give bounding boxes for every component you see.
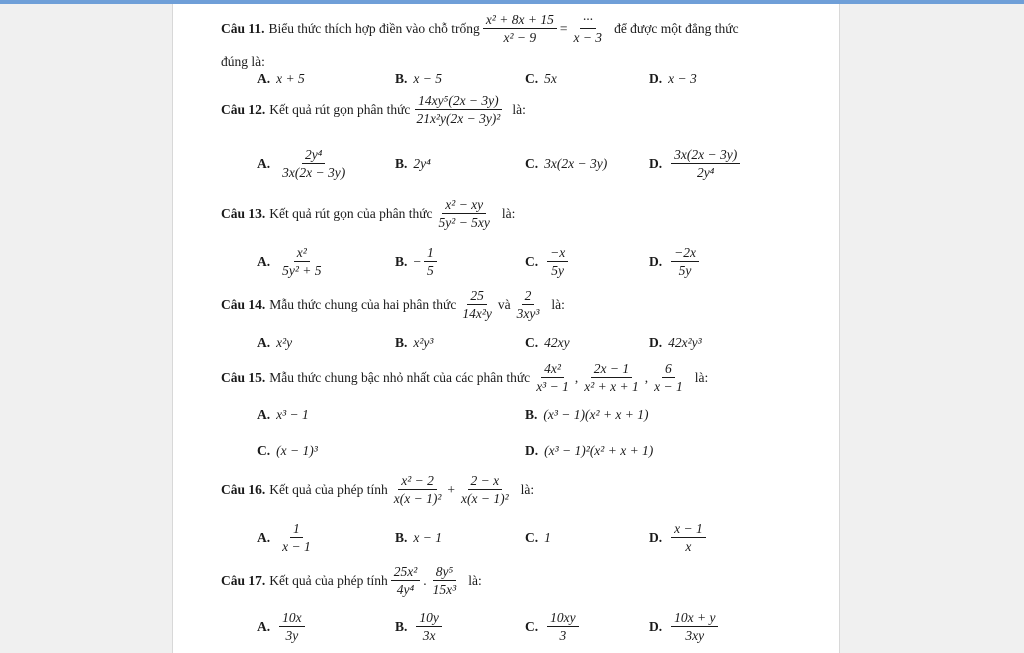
denominator: x − 1 xyxy=(282,539,311,554)
separator: , xyxy=(574,369,579,385)
option-fraction xyxy=(279,521,314,554)
denominator: 3x xyxy=(422,628,436,643)
question-stem: Kết quả của phép tính xyxy=(269,572,388,588)
question-stem: Kết quả rút gọn phân thức xyxy=(269,101,411,117)
option-c xyxy=(525,335,570,351)
question-stem: Mẫu thức chung của hai phân thức xyxy=(269,296,457,312)
denominator: x − 1 xyxy=(654,379,683,394)
option-text: x²y³ xyxy=(413,335,434,350)
option-letter: B. xyxy=(395,71,408,86)
numerator: 10x xyxy=(279,610,305,627)
numerator: 10y xyxy=(416,610,442,627)
option-letter: C. xyxy=(257,443,271,458)
fraction-rhs xyxy=(570,12,605,45)
question-tail: để được một đẳng thức xyxy=(614,20,739,36)
option-c xyxy=(257,443,318,459)
question-tail: là: xyxy=(512,101,526,117)
question-tail: là: xyxy=(694,369,709,385)
denominator: x xyxy=(685,539,692,554)
denominator: 5y xyxy=(551,263,565,278)
denominator: 3xy³ xyxy=(516,306,540,321)
minus-sign: − xyxy=(413,253,422,269)
option-a xyxy=(257,335,292,351)
numerator: 14xy⁵(2x − 3y) xyxy=(415,93,502,110)
option-d xyxy=(649,71,697,87)
option-letter: D. xyxy=(649,155,663,171)
option-letter: B. xyxy=(395,618,408,634)
option-text: 3x(2x − 3y) xyxy=(544,156,608,171)
option-letter: A. xyxy=(257,71,271,86)
option-fraction xyxy=(424,245,437,278)
option-text: x²y xyxy=(276,335,293,350)
option-b xyxy=(395,530,442,546)
question-11 xyxy=(221,12,739,45)
question-stem: Mẫu thức chung bậc nhỏ nhất của các phân thức xyxy=(269,369,531,385)
denominator: 3xy xyxy=(685,628,705,643)
option-letter: D. xyxy=(649,71,663,86)
option-d xyxy=(649,245,702,278)
question-14 xyxy=(221,288,565,321)
denominator: x² + x + 1 xyxy=(584,379,639,394)
denominator: x − 3 xyxy=(573,30,603,45)
option-c xyxy=(525,245,571,278)
numerator: 4x² xyxy=(541,361,564,378)
option-letter: B. xyxy=(395,530,408,545)
option-letter: C. xyxy=(525,530,539,545)
option-letter: B. xyxy=(395,335,408,350)
denominator: x² − 9 xyxy=(503,30,537,45)
option-letter: D. xyxy=(649,529,663,545)
option-b xyxy=(395,245,440,278)
fraction-lhs xyxy=(483,12,557,45)
option-text: (x − 1)³ xyxy=(276,443,318,458)
option-letter: A. xyxy=(257,253,271,269)
question-12 xyxy=(221,93,526,126)
option-fraction xyxy=(671,147,740,180)
option-b xyxy=(395,610,445,643)
fraction-3 xyxy=(651,361,686,394)
fraction-1 xyxy=(533,361,572,394)
numerator: 10xy xyxy=(547,610,578,627)
option-c xyxy=(525,156,607,172)
numerator: 3x(2x − 3y) xyxy=(671,147,740,164)
option-letter: A. xyxy=(257,407,271,422)
numerator: x² − xy xyxy=(442,197,486,214)
option-d xyxy=(649,147,743,180)
option-c xyxy=(525,71,557,87)
option-text: 5x xyxy=(544,71,557,86)
question-label: Câu 11. xyxy=(221,20,265,36)
option-c xyxy=(525,530,551,546)
fraction-2 xyxy=(514,288,543,321)
option-text: 42x²y³ xyxy=(668,335,702,350)
fraction xyxy=(413,93,503,126)
option-text: x − 5 xyxy=(413,71,442,86)
numerator: 1 xyxy=(424,245,437,262)
fraction xyxy=(436,197,493,230)
option-text: (x³ − 1)²(x² + x + 1) xyxy=(544,443,654,458)
separator: , xyxy=(644,369,649,385)
question-tail: là: xyxy=(551,296,565,312)
denominator: 5y xyxy=(678,263,692,278)
numerator: 2 xyxy=(522,288,535,305)
option-text: 1 xyxy=(544,530,551,545)
option-fraction xyxy=(671,610,718,643)
fraction-1 xyxy=(391,564,421,597)
numerator: −x xyxy=(547,245,568,262)
numerator: 6 xyxy=(662,361,675,378)
numerator: 25 xyxy=(467,288,487,305)
option-letter: B. xyxy=(395,156,408,171)
option-c xyxy=(525,610,582,643)
numerator: ··· xyxy=(580,12,596,29)
denominator: x(x − 1)² xyxy=(393,491,442,506)
equals-sign: = xyxy=(559,20,568,36)
numerator: 10x + y xyxy=(671,610,718,627)
option-a xyxy=(257,610,308,643)
question-stem: Kết quả rút gọn của phân thức xyxy=(269,205,433,221)
question-17 xyxy=(221,564,482,597)
option-b xyxy=(395,71,442,87)
denominator: x³ − 1 xyxy=(536,379,569,394)
option-fraction xyxy=(671,521,706,554)
denominator: 3y xyxy=(285,628,299,643)
option-text: 42xy xyxy=(544,335,570,350)
question-label: Câu 15. xyxy=(221,369,266,385)
option-letter: C. xyxy=(525,71,539,86)
denominator: x(x − 1)² xyxy=(461,491,509,506)
fraction-1 xyxy=(391,473,445,506)
option-letter: C. xyxy=(525,156,539,171)
denominator: 5y² − 5xy xyxy=(438,215,490,230)
option-b xyxy=(395,335,433,351)
question-label: Câu 13. xyxy=(221,205,266,221)
plus-operator: + xyxy=(447,481,455,497)
question-15 xyxy=(221,361,708,394)
option-a xyxy=(257,521,317,554)
question-label: Câu 14. xyxy=(221,296,266,312)
denominator: 3x(2x − 3y) xyxy=(282,165,346,180)
option-letter: A. xyxy=(257,155,271,171)
option-letter: C. xyxy=(525,618,539,634)
numerator: x² xyxy=(294,245,310,262)
numerator: 2 − x xyxy=(468,473,503,490)
question-tail: là: xyxy=(468,572,482,588)
option-a xyxy=(257,71,305,87)
option-letter: C. xyxy=(525,335,539,350)
numerator: 2y⁴ xyxy=(302,147,325,164)
option-letter: D. xyxy=(649,253,663,269)
question-13 xyxy=(221,197,515,230)
document-page xyxy=(172,4,840,653)
denominator: 5 xyxy=(427,263,434,278)
denominator: 15x³ xyxy=(432,582,457,597)
option-letter: A. xyxy=(257,618,271,634)
question-label: Câu 12. xyxy=(221,101,266,117)
option-text: x − 1 xyxy=(413,530,442,545)
option-letter: A. xyxy=(257,335,271,350)
numerator: x − 1 xyxy=(671,521,706,538)
option-fraction xyxy=(279,610,305,643)
option-fraction xyxy=(279,245,324,278)
question-16 xyxy=(221,473,534,506)
option-fraction xyxy=(416,610,442,643)
numerator: 25x² xyxy=(391,564,421,581)
option-fraction xyxy=(671,245,699,278)
option-letter: B. xyxy=(395,253,408,269)
numerator: 2x − 1 xyxy=(591,361,632,378)
fraction-2 xyxy=(458,473,512,506)
option-d xyxy=(649,335,702,351)
fraction-1 xyxy=(459,288,495,321)
denominator: 2y⁴ xyxy=(696,165,715,180)
numerator: 1 xyxy=(290,521,303,538)
option-text: x + 5 xyxy=(276,71,305,86)
option-fraction xyxy=(547,245,568,278)
option-letter: D. xyxy=(525,443,539,458)
option-d xyxy=(649,610,721,643)
option-d xyxy=(649,521,709,554)
denominator: 3 xyxy=(559,628,567,643)
option-a xyxy=(257,245,328,278)
option-d xyxy=(525,443,653,459)
multiply-operator: . xyxy=(423,572,427,588)
option-fraction xyxy=(547,610,578,643)
numerator: −2x xyxy=(671,245,699,262)
question-label: Câu 17. xyxy=(221,572,266,588)
option-letter: D. xyxy=(649,618,663,634)
denominator: 4y⁴ xyxy=(396,582,415,597)
option-letter: D. xyxy=(649,335,663,350)
option-text: (x³ − 1)(x² + x + 1) xyxy=(543,407,649,422)
question-tail: là: xyxy=(520,481,535,497)
question-stem: Biểu thức thích hợp điền vào chỗ trống xyxy=(268,20,480,36)
option-text: 2y⁴ xyxy=(413,156,431,171)
option-text: x³ − 1 xyxy=(276,407,309,422)
question-label: Câu 16. xyxy=(221,481,266,497)
question-stem: Kết quả của phép tính xyxy=(269,481,388,497)
option-fraction xyxy=(279,147,348,180)
denominator: 14x²y xyxy=(462,306,492,321)
option-a xyxy=(257,147,351,180)
option-letter: B. xyxy=(525,407,538,422)
question-tail: là: xyxy=(501,205,516,221)
denominator: 5y² + 5 xyxy=(282,263,322,278)
option-a xyxy=(257,407,309,423)
numerator: 8y⁵ xyxy=(433,564,456,581)
option-b xyxy=(525,407,649,423)
fraction-2 xyxy=(581,361,642,394)
option-letter: A. xyxy=(257,529,271,545)
conjunction: và xyxy=(497,296,511,312)
question-continuation: đúng là: xyxy=(221,54,265,69)
option-letter: C. xyxy=(525,253,539,269)
option-text: x − 3 xyxy=(668,71,697,86)
option-b xyxy=(395,156,431,172)
fraction-2 xyxy=(430,564,460,597)
numerator: x² + 8x + 15 xyxy=(483,12,557,29)
denominator: 21x²y(2x − 3y)² xyxy=(416,111,501,126)
numerator: x² − 2 xyxy=(398,473,437,490)
